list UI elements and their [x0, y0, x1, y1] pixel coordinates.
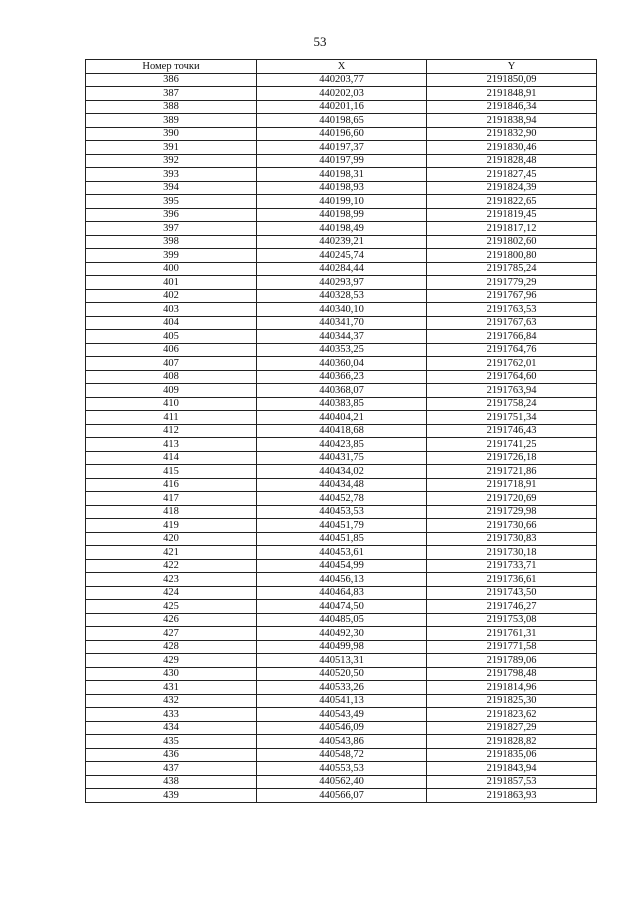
cell-x: 440344,37: [257, 330, 427, 344]
cell-point-number: 422: [86, 559, 257, 573]
cell-point-number: 429: [86, 654, 257, 668]
cell-x: 440360,04: [257, 357, 427, 371]
cell-x: 440197,37: [257, 141, 427, 155]
table-row: [86, 559, 597, 573]
cell-x: 440474,50: [257, 600, 427, 614]
cell-x: 440485,05: [257, 613, 427, 627]
table-row: [86, 100, 597, 114]
cell-point-number: 410: [86, 397, 257, 411]
cell-y: 2191730,83: [427, 532, 597, 546]
cell-y: 2191817,12: [427, 222, 597, 236]
page-number: 53: [313, 34, 327, 49]
cell-y: 2191763,53: [427, 303, 597, 317]
table-row: [86, 208, 597, 222]
cell-x: 440499,98: [257, 640, 427, 654]
cell-y: 2191802,60: [427, 235, 597, 249]
cell-y: 2191730,66: [427, 519, 597, 533]
table-row: [86, 276, 597, 290]
table-row: [86, 478, 597, 492]
cell-point-number: 391: [86, 141, 257, 155]
table-row: [86, 519, 597, 533]
cell-point-number: 420: [86, 532, 257, 546]
cell-x: 440566,07: [257, 789, 427, 803]
cell-x: 440341,70: [257, 316, 427, 330]
cell-x: 440431,75: [257, 451, 427, 465]
table-row: [86, 775, 597, 789]
cell-point-number: 419: [86, 519, 257, 533]
cell-x: 440202,03: [257, 87, 427, 101]
cell-point-number: 437: [86, 762, 257, 776]
cell-x: 440198,65: [257, 114, 427, 128]
cell-point-number: 403: [86, 303, 257, 317]
table-row: [86, 586, 597, 600]
table-row: [86, 465, 597, 479]
table-row: [86, 235, 597, 249]
cell-y: 2191726,18: [427, 451, 597, 465]
cell-x: 440453,61: [257, 546, 427, 560]
cell-x: 440328,53: [257, 289, 427, 303]
table-row: [86, 640, 597, 654]
cell-x: 440513,31: [257, 654, 427, 668]
cell-y: 2191779,29: [427, 276, 597, 290]
cell-x: 440543,49: [257, 708, 427, 722]
cell-point-number: 399: [86, 249, 257, 263]
cell-point-number: 390: [86, 127, 257, 141]
table-row: [86, 708, 597, 722]
cell-y: 2191729,98: [427, 505, 597, 519]
cell-y: 2191785,24: [427, 262, 597, 276]
table-row: [86, 762, 597, 776]
table-row: [86, 505, 597, 519]
table-row: [86, 573, 597, 587]
cell-x: 440533,26: [257, 681, 427, 695]
table-row: [86, 600, 597, 614]
cell-y: 2191761,31: [427, 627, 597, 641]
cell-x: 440541,13: [257, 694, 427, 708]
cell-point-number: 412: [86, 424, 257, 438]
cell-point-number: 397: [86, 222, 257, 236]
cell-point-number: 411: [86, 411, 257, 425]
cell-point-number: 418: [86, 505, 257, 519]
cell-y: 2191850,09: [427, 73, 597, 87]
cell-y: 2191767,63: [427, 316, 597, 330]
cell-x: 440245,74: [257, 249, 427, 263]
cell-x: 440198,31: [257, 168, 427, 182]
cell-point-number: 407: [86, 357, 257, 371]
table-row: [86, 748, 597, 762]
table-row: [86, 627, 597, 641]
cell-x: 440452,78: [257, 492, 427, 506]
cell-x: 440199,10: [257, 195, 427, 209]
cell-x: 440423,85: [257, 438, 427, 452]
cell-x: 440520,50: [257, 667, 427, 681]
cell-y: 2191832,90: [427, 127, 597, 141]
table-row: [86, 789, 597, 803]
cell-x: 440340,10: [257, 303, 427, 317]
cell-y: 2191743,50: [427, 586, 597, 600]
table-row: [86, 613, 597, 627]
cell-point-number: 438: [86, 775, 257, 789]
cell-point-number: 436: [86, 748, 257, 762]
header-x: X: [257, 60, 427, 74]
cell-point-number: 392: [86, 154, 257, 168]
cell-y: 2191736,61: [427, 573, 597, 587]
cell-y: 2191827,29: [427, 721, 597, 735]
cell-y: 2191825,30: [427, 694, 597, 708]
cell-y: 2191819,45: [427, 208, 597, 222]
table-row: [86, 141, 597, 155]
cell-y: 2191828,48: [427, 154, 597, 168]
cell-x: 440453,53: [257, 505, 427, 519]
cell-y: 2191827,45: [427, 168, 597, 182]
cell-point-number: 387: [86, 87, 257, 101]
table-row: [86, 370, 597, 384]
cell-point-number: 405: [86, 330, 257, 344]
cell-x: 440368,07: [257, 384, 427, 398]
table-row: [86, 330, 597, 344]
cell-point-number: 386: [86, 73, 257, 87]
cell-point-number: 414: [86, 451, 257, 465]
table-row: [86, 343, 597, 357]
table-row: [86, 438, 597, 452]
table-row: [86, 411, 597, 425]
cell-y: 2191863,93: [427, 789, 597, 803]
table-row: [86, 222, 597, 236]
table-row: [86, 654, 597, 668]
table-row: [86, 195, 597, 209]
cell-point-number: 427: [86, 627, 257, 641]
cell-point-number: 409: [86, 384, 257, 398]
table-row: [86, 73, 597, 87]
cell-x: 440198,49: [257, 222, 427, 236]
table-row: [86, 532, 597, 546]
cell-point-number: 430: [86, 667, 257, 681]
cell-point-number: 400: [86, 262, 257, 276]
cell-point-number: 396: [86, 208, 257, 222]
cell-y: 2191814,96: [427, 681, 597, 695]
cell-point-number: 425: [86, 600, 257, 614]
cell-x: 440451,79: [257, 519, 427, 533]
cell-y: 2191848,91: [427, 87, 597, 101]
cell-x: 440196,60: [257, 127, 427, 141]
table-row: [86, 492, 597, 506]
cell-x: 440366,23: [257, 370, 427, 384]
cell-point-number: 415: [86, 465, 257, 479]
cell-y: 2191753,08: [427, 613, 597, 627]
cell-y: 2191733,71: [427, 559, 597, 573]
table-row: [86, 262, 597, 276]
table-row: [86, 154, 597, 168]
cell-point-number: 432: [86, 694, 257, 708]
cell-y: 2191720,69: [427, 492, 597, 506]
cell-x: 440451,85: [257, 532, 427, 546]
cell-y: 2191857,53: [427, 775, 597, 789]
coordinates-table: [85, 59, 597, 803]
cell-point-number: 434: [86, 721, 257, 735]
cell-y: 2191741,25: [427, 438, 597, 452]
cell-point-number: 408: [86, 370, 257, 384]
cell-y: 2191758,24: [427, 397, 597, 411]
cell-point-number: 424: [86, 586, 257, 600]
cell-point-number: 416: [86, 478, 257, 492]
cell-point-number: 421: [86, 546, 257, 560]
cell-point-number: 393: [86, 168, 257, 182]
table-row: [86, 316, 597, 330]
cell-point-number: 417: [86, 492, 257, 506]
cell-point-number: 435: [86, 735, 257, 749]
header-y: Y: [427, 60, 597, 74]
cell-x: 440434,02: [257, 465, 427, 479]
cell-point-number: 426: [86, 613, 257, 627]
cell-point-number: 389: [86, 114, 257, 128]
cell-point-number: 406: [86, 343, 257, 357]
cell-y: 2191721,86: [427, 465, 597, 479]
table-row: [86, 721, 597, 735]
cell-y: 2191800,80: [427, 249, 597, 263]
cell-y: 2191824,39: [427, 181, 597, 195]
table-row: [86, 451, 597, 465]
cell-point-number: 402: [86, 289, 257, 303]
cell-x: 440383,85: [257, 397, 427, 411]
cell-x: 440198,99: [257, 208, 427, 222]
table-row: [86, 249, 597, 263]
table-row: [86, 546, 597, 560]
cell-x: 440353,25: [257, 343, 427, 357]
cell-x: 440546,09: [257, 721, 427, 735]
cell-y: 2191762,01: [427, 357, 597, 371]
table-header-row: [86, 60, 597, 74]
cell-y: 2191751,34: [427, 411, 597, 425]
cell-point-number: 398: [86, 235, 257, 249]
table-row: [86, 397, 597, 411]
cell-point-number: 388: [86, 100, 257, 114]
cell-x: 440284,44: [257, 262, 427, 276]
table-row: [86, 127, 597, 141]
cell-x: 440553,53: [257, 762, 427, 776]
cell-x: 440454,99: [257, 559, 427, 573]
cell-point-number: 433: [86, 708, 257, 722]
cell-y: 2191822,65: [427, 195, 597, 209]
cell-x: 440197,99: [257, 154, 427, 168]
cell-y: 2191835,06: [427, 748, 597, 762]
cell-y: 2191828,82: [427, 735, 597, 749]
cell-x: 440543,86: [257, 735, 427, 749]
cell-y: 2191764,76: [427, 343, 597, 357]
table-row: [86, 735, 597, 749]
cell-y: 2191823,62: [427, 708, 597, 722]
cell-x: 440293,97: [257, 276, 427, 290]
cell-x: 440418,68: [257, 424, 427, 438]
cell-x: 440456,13: [257, 573, 427, 587]
cell-x: 440198,93: [257, 181, 427, 195]
cell-y: 2191846,34: [427, 100, 597, 114]
table-row: [86, 303, 597, 317]
cell-point-number: 413: [86, 438, 257, 452]
table-row: [86, 357, 597, 371]
cell-x: 440562,40: [257, 775, 427, 789]
cell-x: 440464,83: [257, 586, 427, 600]
cell-x: 440203,77: [257, 73, 427, 87]
table-row: [86, 168, 597, 182]
cell-y: 2191843,94: [427, 762, 597, 776]
table-row: [86, 384, 597, 398]
cell-y: 2191764,60: [427, 370, 597, 384]
cell-point-number: 428: [86, 640, 257, 654]
table-row: [86, 681, 597, 695]
cell-y: 2191771,58: [427, 640, 597, 654]
cell-y: 2191798,48: [427, 667, 597, 681]
table-row: [86, 114, 597, 128]
cell-point-number: 431: [86, 681, 257, 695]
cell-x: 440492,30: [257, 627, 427, 641]
cell-y: 2191789,06: [427, 654, 597, 668]
cell-point-number: 395: [86, 195, 257, 209]
header-point-number: Номер точки: [86, 60, 257, 74]
cell-point-number: 423: [86, 573, 257, 587]
cell-x: 440548,72: [257, 748, 427, 762]
table-body: [86, 73, 597, 802]
table-row: [86, 667, 597, 681]
cell-y: 2191763,94: [427, 384, 597, 398]
cell-y: 2191830,46: [427, 141, 597, 155]
cell-y: 2191746,27: [427, 600, 597, 614]
cell-y: 2191838,94: [427, 114, 597, 128]
cell-y: 2191746,43: [427, 424, 597, 438]
cell-y: 2191766,84: [427, 330, 597, 344]
cell-y: 2191730,18: [427, 546, 597, 560]
cell-x: 440434,48: [257, 478, 427, 492]
table-row: [86, 694, 597, 708]
cell-y: 2191718,91: [427, 478, 597, 492]
cell-point-number: 401: [86, 276, 257, 290]
cell-x: 440404,21: [257, 411, 427, 425]
table-row: [86, 181, 597, 195]
table-row: [86, 87, 597, 101]
table-row: [86, 289, 597, 303]
cell-x: 440201,16: [257, 100, 427, 114]
cell-point-number: 404: [86, 316, 257, 330]
cell-point-number: 394: [86, 181, 257, 195]
cell-point-number: 439: [86, 789, 257, 803]
cell-y: 2191767,96: [427, 289, 597, 303]
table-row: [86, 424, 597, 438]
cell-x: 440239,21: [257, 235, 427, 249]
